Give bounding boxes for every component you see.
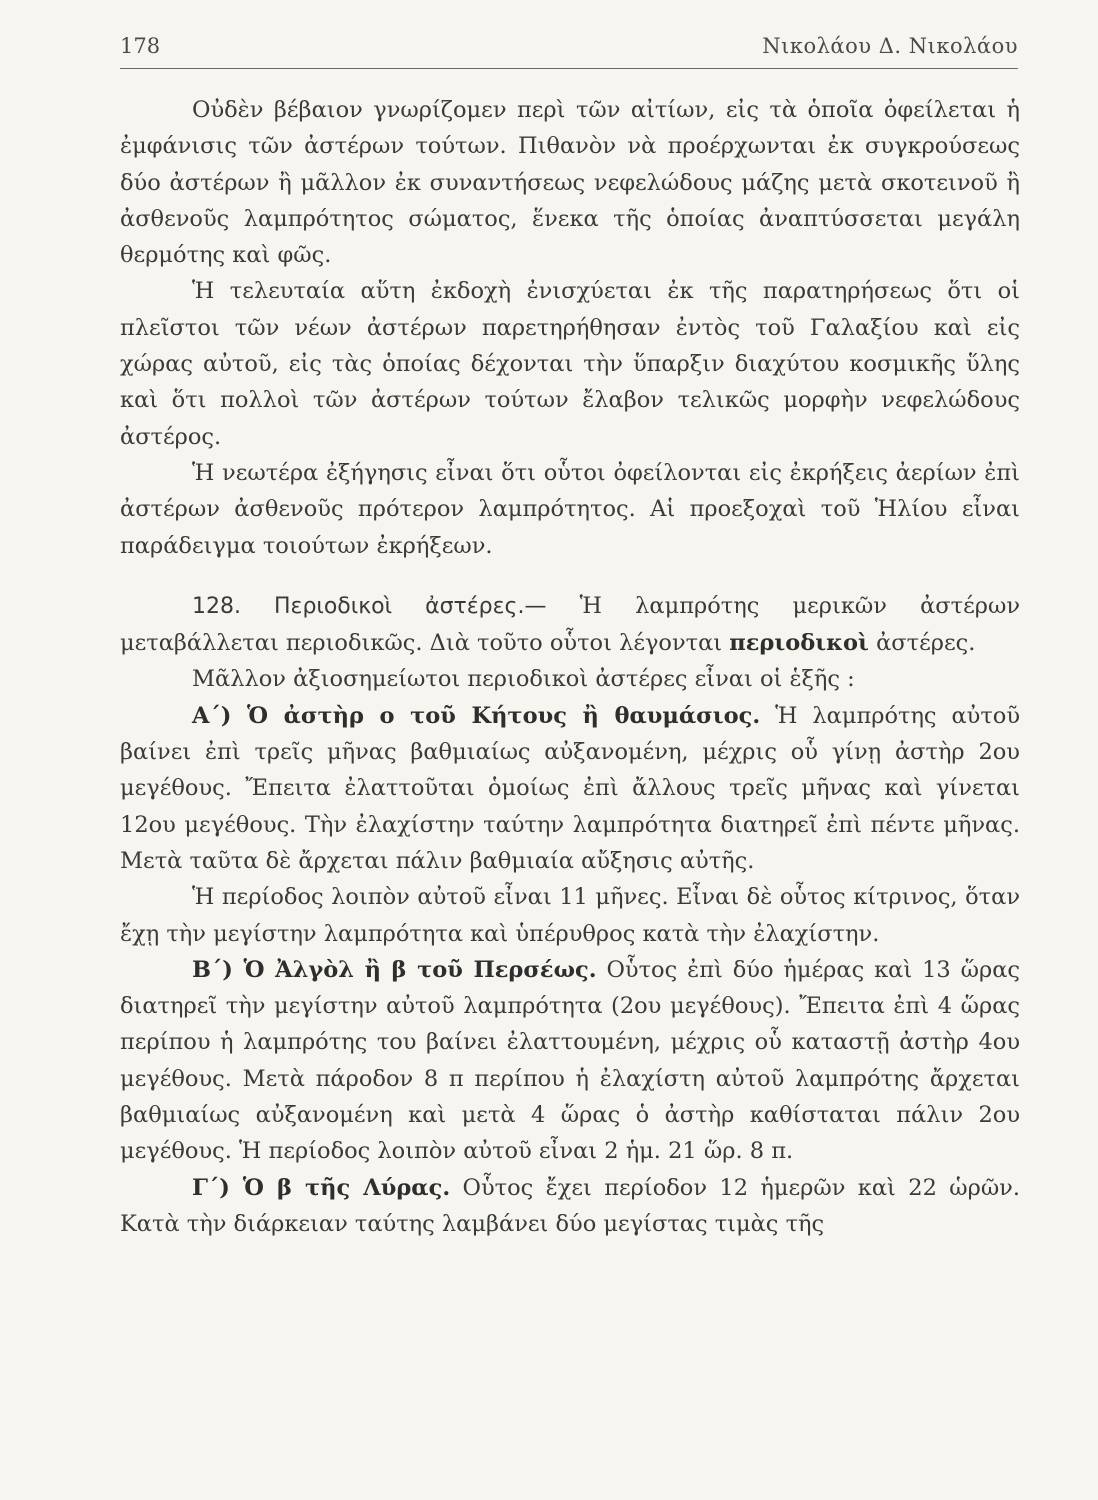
section-emphasis: περιοδικοὶ [729, 630, 869, 657]
star-label: Α΄) Ὁ ἀστὴρ ο τοῦ Κήτους ἢ θαυμάσιος. [192, 702, 761, 729]
running-author: Νικολάου Δ. Νικολάου [762, 34, 1018, 58]
paragraph: Ἡ τελευταία αὕτη ἐκδοχὴ ἐνισχύεται ἐκ τῆς παρατηρήσεως ὅτι οἱ πλεῖστοι τῶν νέων ἀστέρων παρετηρήθησαν ἐντὸς τοῦ Γαλαξίου καὶ εἰς χώρας αὐτοῦ, εἰς τὰς ὁποίας δέχονται τὴν ὕπαρξιν διαχύτου κοσμικῆς ὕλης καὶ ὅτι πολλοὶ τῶν ἀστέρων τούτων ἔλαβον τελικῶς μορφὴν νεφελώδους ἀστέρος. [120, 278, 1020, 450]
star-text: Οὗτος ἔχει περίοδον 12 ἡμερῶν καὶ 22 ὡρῶν. Κατὰ τὴν διάρκειαν ταύτης λαμβάνει δύο μεγίστας τιμὰς τῆς [120, 1174, 1021, 1237]
star-text: Οὗτος ἐπὶ δύο ἡμέρας καὶ 13 ὥρας διατηρεῖ τὴν μεγίστην αὐτοῦ λαμπρότητα (2ου μεγέθους). Ἔπειτα ἐπὶ 4 ὥρας περίπου ἡ λαμπρότης του βαίνει ἐλαττουμένη, μέχρις οὗ καταστῇ ἀστὴρ 4ου μεγέθους. Μετὰ πάροδον 8 π περίπου ἡ ἐλαχίστη αὐτοῦ λαμπρότης ἄρχεται βαθμιαίως αὐξανομένη καὶ μετὰ 4 ὥρας ὁ ἀστὴρ καθίσταται πάλιν 2ου μεγέθους. Ἡ περίοδος λοιπὸν αὐτοῦ εἶναι 2 ἡμ. 21 ὥρ. 8 π. [120, 956, 1021, 1165]
section-text: Ἡ λαμπρότης μερικῶν ἀστέρων μεταβάλλεται περιοδικῶς. Διὰ τοῦτο οὗτοι λέγονται [120, 592, 1020, 657]
paragraph: Οὐδὲν βέβαιον γνωρίζομεν περὶ τῶν αἰτίων, εἰς τὰ ὁποῖα ὀφείλεται ἡ ἐμφάνισις τῶν ἀστέρων τούτων. Πιθανὸν νὰ προέρχωνται ἐκ συγκρούσεως δύο ἀστέρων ἢ μᾶλλον ἐκ συναντήσεως νεφελώδους μάζης μετὰ σκοτεινοῦ ἢ ἀσθενοῦς λαμπρότητος σώματος, ἕνεκα τῆς ὁποίας ἀναπτύσσεται μεγάλη θερμότης καὶ φῶς. [120, 97, 1020, 269]
section-paragraph [120, 588, 1020, 662]
star-text: Ἡ λαμπρότης αὐτοῦ βαίνει ἐπὶ τρεῖς μῆνας βαθμιαίως αὐξανομένη, μέχρις οὗ γίνῃ ἀστὴρ 2ου μεγέθους. Ἔπειτα ἐλαττοῦται ὁμοίως ἐπὶ ἄλλους τρεῖς μῆνας καὶ γίνεται 12ου μεγέθους. Τὴν ἐλαχίστην ταύτην λαμπρότητα διατηρεῖ ἐπὶ πέντε μῆνας. Μετὰ ταῦτα δὲ ἄρχεται πάλιν βαθμιαία αὔξησις αὐτῆς. [120, 702, 1021, 874]
section-intro: Μᾶλλον ἀξιοσημείωτοι περιοδικοὶ ἀστέρες εἶναι οἱ ἑξῆς : [192, 666, 855, 693]
running-header [120, 32, 1018, 69]
section-heading: 128. Περιοδικοὶ ἀστέρες.— [192, 593, 547, 619]
star-label: Γ΄) Ὁ β τῆς Λύρας. [192, 1174, 451, 1201]
page-body [120, 92, 1020, 1242]
paragraph: Ἡ νεωτέρα ἐξήγησις εἶναι ὅτι οὗτοι ὀφείλονται εἰς ἐκρήξεις ἀερίων ἐπὶ ἀστέρων ἀσθενοῦς πρότερον λαμπρότητος. Αἱ προεξοχαὶ τοῦ Ἡλίου εἶναι παράδειγμα τοιούτων ἐκρήξεων. [120, 459, 1020, 559]
star-entry [120, 1170, 1020, 1243]
section-text-end: ἀστέρες. [868, 630, 976, 657]
star-label: Β΄) Ὁ Ἀλγὸλ ἢ β τοῦ Περσέως. [192, 956, 597, 983]
page-number: 178 [120, 34, 161, 58]
star-entry [120, 952, 1020, 1170]
star-entry-extra: Ἡ περίοδος λοιπὸν αὐτοῦ εἶναι 11 μῆνες. Εἶναι δὲ οὗτος κίτρινος, ὅταν ἔχῃ τὴν μεγίστην λαμπρότητα καὶ ὑπέρυθρος κατὰ τὴν ἐλαχίστην. [120, 884, 1020, 947]
star-entry [120, 698, 1020, 879]
